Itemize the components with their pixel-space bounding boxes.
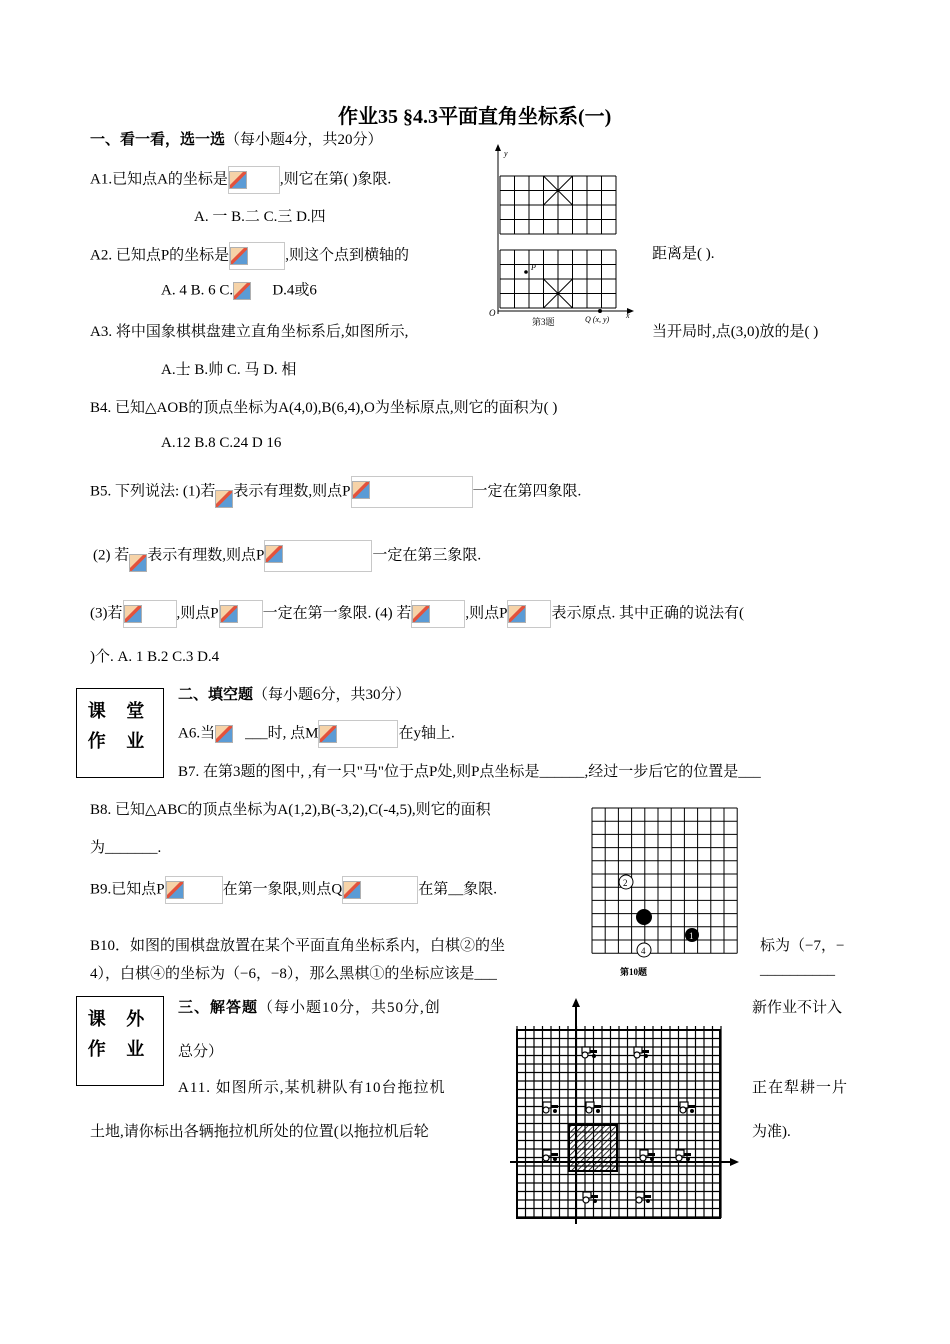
- tractor-icon: [634, 1047, 649, 1058]
- a6-mid: ___时, 点M: [245, 725, 319, 742]
- fig3-y-label: y: [504, 149, 508, 158]
- b4-question: B4. 已知△AOB的顶点坐标为A(4,0),B(6,4),O为坐标原点,则它的面积为( ): [90, 400, 558, 416]
- image-placeholder-icon: [265, 545, 283, 563]
- b5-l2-mid: 表示有理数,则点P: [147, 547, 265, 564]
- homework-box: [76, 996, 164, 1086]
- section3-title: 三、解答题: [178, 1000, 259, 1016]
- a11-line1: A11. 如图所示,某机耕队有10台拖拉机: [178, 1080, 446, 1096]
- b5-l2-pre: (2) 若: [93, 547, 130, 564]
- a2-options: [161, 278, 317, 304]
- fig3-x-label: x: [626, 311, 630, 320]
- a11-line2: 土地,请你标出各辆拖拉机所处的位置(以拖拉机后轮: [90, 1124, 429, 1140]
- b5-l1-mid: 表示有理数,则点P: [233, 483, 351, 500]
- b5-line4: )个. A. 1 B.2 C.3 D.4: [90, 649, 220, 665]
- field-x-arrow: [730, 1158, 739, 1166]
- section1-title: 一、看一看，选一选: [90, 132, 226, 148]
- a6-post: 在y轴上.: [398, 725, 455, 742]
- a2-post: ,则这个点到横轴的: [285, 247, 409, 264]
- b9-formula-box-2: [342, 876, 418, 904]
- point-q: [598, 309, 602, 313]
- homework-label-1: 课 外: [87, 1009, 153, 1029]
- a6-pre: A6.当: [178, 725, 216, 742]
- b5-l3-a: (3)若: [90, 605, 123, 622]
- a6-formula-box: [215, 721, 245, 747]
- white-stone-4-label: 4: [641, 946, 646, 956]
- image-placeholder-icon: [166, 881, 184, 899]
- b10-tail2: __________: [760, 962, 835, 978]
- tractor-icon: [676, 1150, 691, 1161]
- a11-tail1: 正在犁耕一片: [752, 1080, 849, 1096]
- fig3-origin-label: O: [489, 308, 496, 318]
- fig3-p-label: P: [531, 263, 536, 272]
- b5-line3: [90, 600, 744, 628]
- image-placeholder-icon: [230, 247, 248, 265]
- image-placeholder-icon: [229, 171, 247, 189]
- b4-options: A.12 B.8 C.24 D 16: [161, 435, 282, 451]
- b5-l3-d: ,则点P: [465, 605, 508, 622]
- b5-l1-post: 一定在第四象限.: [472, 483, 582, 500]
- a3-tail: 当开局时,点(3,0)放的是( ): [652, 324, 819, 340]
- question-a1: [90, 166, 391, 194]
- b5-formula-box-4: [219, 600, 263, 628]
- section2-title: 二、填空题: [178, 687, 254, 703]
- go-board-figure: [588, 804, 744, 980]
- chess-board-figure: [488, 142, 638, 330]
- section1-heading: [90, 128, 383, 149]
- image-placeholder-icon: [129, 554, 147, 572]
- image-placeholder-icon: [215, 490, 233, 508]
- fig3-caption: 第3题: [532, 317, 555, 327]
- a2-options-a: A. 4 B. 6 C.: [161, 282, 234, 299]
- page-title: 作业35 §4.3平面直角坐标系(一): [338, 106, 612, 128]
- section1-note: （每小题4分，共20分）: [225, 132, 383, 148]
- fig10-caption: 第10题: [620, 967, 648, 977]
- b9-mid: 在第一象限,则点Q: [222, 881, 343, 898]
- a2-tail: 距离是( ).: [652, 246, 715, 262]
- question-b9: [90, 876, 497, 904]
- b9-pre: B9.已知点P: [90, 881, 165, 898]
- image-placeholder-icon: [412, 605, 430, 623]
- section3-tail: 新作业不计入: [752, 1000, 843, 1016]
- section3-note: （每小题10分，共50分,创: [258, 1000, 441, 1016]
- b5-formula-box-1: [351, 476, 473, 508]
- field-grid: [517, 1026, 721, 1218]
- b5-line2: [93, 540, 481, 572]
- tractor-icon: [582, 1047, 597, 1058]
- b5-l3-e: 表示原点. 其中正确的说法有(: [551, 605, 744, 622]
- classwork-box: [76, 688, 164, 778]
- b8-line1: B8. 已知△ABC的顶点坐标为A(1,2),B(-3,2),C(-4,5),则它的面积: [90, 802, 491, 818]
- image-placeholder-icon: [220, 605, 238, 623]
- b5-l3-b: ,则点P: [176, 605, 219, 622]
- a3-question: A3. 将中国象棋棋盘建立直角坐标系后,如图所示,: [90, 324, 409, 340]
- b5-l3-c: 一定在第一象限. (4) 若: [262, 605, 412, 622]
- b5-formula-box-3: [123, 600, 177, 628]
- a2-formula-box: [229, 242, 285, 270]
- b5-formula-box-2: [264, 540, 372, 572]
- tractor-field-figure: [506, 998, 742, 1230]
- image-placeholder-icon: [215, 725, 233, 743]
- classwork-label-1: 课 堂: [87, 701, 153, 721]
- b5-formula-box-6: [507, 600, 551, 628]
- black-stone: [636, 909, 652, 925]
- image-placeholder-icon: [319, 725, 337, 743]
- question-a6: [178, 720, 455, 748]
- b5-formula-box-5: [411, 600, 465, 628]
- b9-post: 在第__象限.: [418, 881, 497, 898]
- a1-formula-box: [228, 166, 280, 194]
- black-stone-1-label: 1: [689, 931, 694, 941]
- homework-label-2: 作 业: [87, 1039, 153, 1059]
- b5-l1-pre: B5. 下列说法: (1)若: [90, 483, 216, 500]
- image-placeholder-icon: [343, 881, 361, 899]
- b5-l2-post: 一定在第三象限.: [372, 547, 482, 564]
- b5-line1: [90, 476, 581, 508]
- a1-post: ,则它在第( )象限.: [279, 171, 392, 188]
- section3-heading: [178, 996, 441, 1017]
- section2-heading: [178, 683, 411, 704]
- section2-note: （每小题6分，共30分）: [253, 687, 411, 703]
- question-a2: [90, 242, 409, 270]
- b10-tail1: 标为（−7，−: [760, 938, 845, 954]
- point-p: [524, 270, 528, 274]
- a2-c-box: [233, 278, 261, 304]
- a2-pre: A2. 已知点P的坐标是: [90, 247, 230, 264]
- a11-tail2: 为准).: [752, 1124, 791, 1140]
- go-board-grid: [592, 808, 737, 953]
- fig3-q-label: Q (x, y): [585, 315, 610, 324]
- b9-formula-box-1: [165, 876, 223, 904]
- image-placeholder-icon: [233, 282, 251, 300]
- plowed-area: [569, 1125, 617, 1171]
- a3-options: A.士 B.帅 C. 马 D. 相: [161, 362, 297, 378]
- board-grid: [500, 176, 616, 308]
- b7-question: B7. 在第3题的图中, ,有一只"马"位于点P处,则P点坐标是______,经过一步后它的位置是___: [178, 764, 761, 780]
- a2-options-b: D.4或6: [272, 282, 317, 299]
- field-y-arrow: [572, 998, 580, 1007]
- b10-line2: 4），白棋④的坐标为（−6，−8），那么黑棋①的坐标应该是___: [90, 966, 497, 982]
- tractor-icon: [583, 1192, 598, 1203]
- a1-pre: A1.已知点A的坐标是: [90, 171, 228, 188]
- y-axis-arrow: [495, 144, 501, 151]
- image-placeholder-icon: [124, 605, 142, 623]
- b8-line2: 为_______.: [90, 840, 162, 856]
- white-stone-2-label: 2: [623, 878, 628, 888]
- image-placeholder-icon: [508, 605, 526, 623]
- a6-formula-box-2: [318, 720, 398, 748]
- image-placeholder-icon: [352, 481, 370, 499]
- tractor-icon: [636, 1192, 651, 1203]
- section3-line2: 总分）: [178, 1044, 224, 1060]
- b10-line1: B10．如图的围棋盘放置在某个平面直角坐标系内，白棋②的坐: [90, 938, 506, 954]
- classwork-label-2: 作 业: [87, 731, 153, 751]
- a1-options: A. 一 B.二 C.三 D.四: [194, 209, 326, 225]
